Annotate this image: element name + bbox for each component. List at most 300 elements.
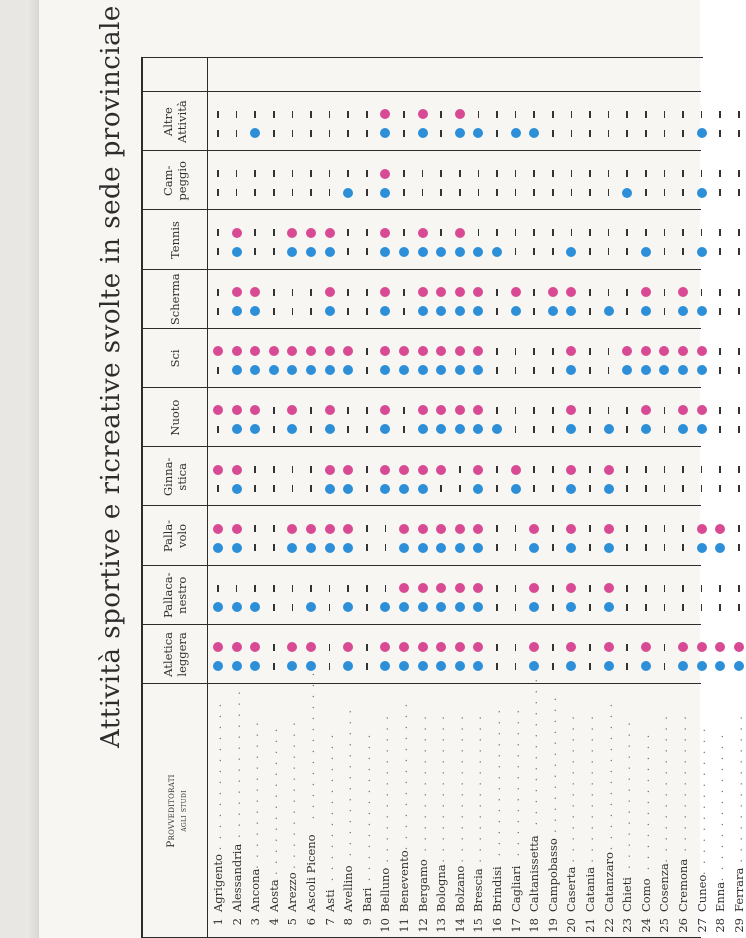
blue-dot-marker bbox=[604, 602, 614, 612]
dash-marker bbox=[664, 604, 666, 611]
dash-marker bbox=[533, 229, 535, 236]
dash-marker bbox=[366, 525, 368, 532]
dash-marker bbox=[515, 348, 517, 355]
column-divider bbox=[141, 150, 701, 151]
dash-marker bbox=[496, 229, 498, 236]
dash-marker bbox=[329, 644, 331, 651]
dash-marker bbox=[645, 466, 647, 473]
dash-marker bbox=[366, 170, 368, 177]
dot-leader: . . . . . . . . . . . . . . bbox=[657, 714, 671, 863]
dash-marker bbox=[664, 525, 666, 532]
dash-marker bbox=[589, 663, 591, 670]
dash-marker bbox=[552, 189, 554, 196]
dash-marker bbox=[701, 585, 703, 592]
dash-marker bbox=[701, 229, 703, 236]
dash-marker bbox=[701, 485, 703, 492]
dash-marker bbox=[254, 248, 256, 255]
dot-leader: . . . . . . . . . . . . . . bbox=[676, 714, 689, 863]
blue-dot-marker bbox=[418, 247, 428, 257]
dash-marker bbox=[738, 170, 740, 177]
pink-dot-marker bbox=[232, 524, 242, 534]
pink-dot-marker bbox=[604, 583, 614, 593]
dash-marker bbox=[310, 289, 312, 296]
dash-marker bbox=[273, 426, 275, 433]
dash-marker bbox=[738, 111, 740, 118]
dash-marker bbox=[217, 248, 219, 255]
dash-marker bbox=[664, 229, 666, 236]
blue-dot-marker bbox=[232, 484, 242, 494]
dash-marker bbox=[273, 308, 275, 315]
dash-marker bbox=[440, 485, 442, 492]
dash-marker bbox=[459, 485, 461, 492]
blue-dot-marker bbox=[715, 543, 725, 553]
dash-marker bbox=[664, 585, 666, 592]
dash-marker bbox=[366, 663, 368, 670]
pink-dot-marker bbox=[232, 228, 242, 238]
dash-marker bbox=[552, 111, 554, 118]
dash-marker bbox=[254, 544, 256, 551]
province-name: Bologna bbox=[434, 864, 449, 912]
stub-header-line2: agli studi bbox=[179, 790, 189, 832]
blue-dot-marker bbox=[697, 188, 707, 198]
province-name: Catania bbox=[583, 866, 597, 912]
dash-marker bbox=[552, 426, 554, 433]
dash-marker bbox=[701, 466, 703, 473]
row-number: 27 bbox=[694, 918, 709, 933]
column-header: Sci bbox=[168, 349, 182, 368]
province-name: Cosenza bbox=[657, 863, 672, 912]
province-name: Cremona bbox=[676, 858, 690, 912]
dash-marker bbox=[310, 308, 312, 315]
dash-marker bbox=[589, 111, 591, 118]
row-number: 20 bbox=[564, 918, 579, 933]
province-name: Asti bbox=[322, 889, 337, 912]
dash-marker bbox=[682, 466, 684, 473]
stub-header-line1: Provveditorati bbox=[165, 774, 177, 848]
dash-marker bbox=[701, 289, 703, 296]
dash-marker bbox=[719, 485, 721, 492]
dash-marker bbox=[515, 426, 517, 433]
dot-leader: . . . . . . . . . . . . . . bbox=[564, 714, 578, 863]
dash-marker bbox=[422, 170, 424, 177]
dash-marker bbox=[422, 189, 424, 196]
blue-dot-marker bbox=[641, 661, 651, 671]
dash-marker bbox=[217, 170, 219, 177]
blue-dot-marker bbox=[436, 543, 446, 553]
dash-marker bbox=[552, 229, 554, 236]
blue-dot-marker bbox=[697, 365, 707, 375]
row-number: 23 bbox=[620, 918, 635, 933]
dash-marker bbox=[608, 407, 610, 414]
pink-dot-marker bbox=[213, 524, 223, 534]
blue-dot-marker bbox=[455, 247, 465, 257]
dash-marker bbox=[515, 407, 517, 414]
dash-marker bbox=[552, 585, 554, 592]
dash-marker bbox=[738, 604, 740, 611]
dot-leader: . . . . . . . . . . . . . . bbox=[527, 676, 541, 826]
row-number: 2 bbox=[229, 918, 244, 926]
dash-marker bbox=[719, 604, 721, 611]
province-name: Ancona bbox=[248, 868, 263, 912]
dot-leader: . . . . . . . . . . . . . . bbox=[229, 689, 243, 838]
dash-marker bbox=[254, 189, 256, 196]
dash-marker bbox=[310, 485, 312, 492]
dot-leader: . . . . . . . . . . . . . . bbox=[694, 726, 708, 875]
dash-marker bbox=[626, 644, 628, 651]
province-name: Caltanissetta bbox=[527, 835, 542, 912]
pink-dot-marker bbox=[232, 287, 242, 297]
dash-marker bbox=[682, 170, 684, 177]
dash-marker bbox=[738, 348, 740, 355]
pink-dot-marker bbox=[343, 465, 353, 475]
dash-marker bbox=[533, 367, 535, 374]
dash-marker bbox=[515, 525, 517, 532]
blue-dot-marker bbox=[548, 306, 558, 316]
blue-dot-marker bbox=[678, 306, 688, 316]
pink-dot-marker bbox=[715, 642, 725, 652]
dash-marker bbox=[645, 229, 647, 236]
dash-marker bbox=[552, 644, 554, 651]
dash-marker bbox=[496, 485, 498, 492]
dash-marker bbox=[347, 170, 349, 177]
dash-marker bbox=[589, 426, 591, 433]
blue-dot-marker bbox=[455, 602, 465, 612]
row-number: 7 bbox=[322, 918, 337, 926]
dash-marker bbox=[719, 248, 721, 255]
dash-marker bbox=[515, 189, 517, 196]
dash-marker bbox=[589, 466, 591, 473]
dash-marker bbox=[738, 229, 740, 236]
dash-marker bbox=[310, 466, 312, 473]
province-name: Alessandria bbox=[229, 843, 244, 912]
province-name: Cagliari bbox=[508, 865, 523, 912]
blue-dot-marker bbox=[325, 484, 335, 494]
column-divider bbox=[141, 505, 701, 506]
dash-marker bbox=[664, 170, 666, 177]
dash-marker bbox=[515, 604, 517, 611]
province-name: Ascoli Piceno bbox=[304, 834, 318, 912]
dot-leader: . . . . . . . . . . . . . . bbox=[731, 714, 745, 863]
pink-dot-marker bbox=[418, 287, 428, 297]
dash-marker bbox=[292, 130, 294, 137]
blue-dot-marker bbox=[436, 247, 446, 257]
dash-marker bbox=[310, 426, 312, 433]
pink-dot-marker bbox=[418, 642, 428, 652]
dash-marker bbox=[366, 308, 368, 315]
dash-marker bbox=[254, 485, 256, 492]
province-name: Agrigento bbox=[211, 854, 225, 912]
dash-marker bbox=[292, 189, 294, 196]
row-number: 8 bbox=[341, 918, 356, 926]
dash-marker bbox=[645, 604, 647, 611]
dash-marker bbox=[273, 585, 275, 592]
pink-dot-marker bbox=[604, 524, 614, 534]
dash-marker bbox=[236, 170, 238, 177]
blue-dot-marker bbox=[269, 365, 279, 375]
dash-marker bbox=[719, 426, 721, 433]
row-number: 9 bbox=[359, 918, 374, 926]
dot-leader: . . . . . . . . . . . . . . bbox=[322, 732, 336, 882]
pink-dot-marker bbox=[715, 524, 725, 534]
dot-leader: . . . . . . . . . . . . . . bbox=[341, 707, 355, 857]
dash-marker bbox=[347, 289, 349, 296]
dash-marker bbox=[496, 644, 498, 651]
dash-marker bbox=[515, 644, 517, 651]
dash-marker bbox=[589, 644, 591, 651]
dot-leader: . . . . . . . . . . . . . . bbox=[620, 720, 634, 869]
dash-marker bbox=[273, 289, 275, 296]
dash-marker bbox=[738, 367, 740, 374]
dash-marker bbox=[664, 544, 666, 551]
pink-dot-marker bbox=[325, 465, 335, 475]
dash-marker bbox=[571, 170, 573, 177]
dash-marker bbox=[366, 544, 368, 551]
dash-marker bbox=[292, 485, 294, 492]
row-number: 25 bbox=[657, 918, 672, 933]
dash-marker bbox=[310, 189, 312, 196]
blue-dot-marker bbox=[697, 247, 707, 257]
row-number: 13 bbox=[434, 918, 449, 933]
dash-marker bbox=[496, 130, 498, 137]
dash-marker bbox=[719, 466, 721, 473]
dash-marker bbox=[682, 229, 684, 236]
dash-marker bbox=[719, 289, 721, 296]
row-number: 19 bbox=[545, 918, 560, 933]
dash-marker bbox=[366, 248, 368, 255]
column-divider bbox=[141, 269, 701, 270]
dash-marker bbox=[738, 466, 740, 473]
dash-marker bbox=[626, 426, 628, 433]
dash-marker bbox=[440, 111, 442, 118]
dash-marker bbox=[719, 367, 721, 374]
dash-marker bbox=[440, 189, 442, 196]
blue-dot-marker bbox=[641, 247, 651, 257]
dot-leader: . . . . . . . . . . . . . . bbox=[713, 732, 727, 882]
dash-marker bbox=[645, 130, 647, 137]
dash-marker bbox=[719, 308, 721, 315]
dash-marker bbox=[552, 525, 554, 532]
dash-marker bbox=[626, 407, 628, 414]
dash-marker bbox=[533, 426, 535, 433]
dash-marker bbox=[515, 585, 517, 592]
dash-marker bbox=[440, 229, 442, 236]
dash-marker bbox=[366, 585, 368, 592]
column-header: Altre Attività bbox=[161, 100, 189, 143]
blue-dot-marker bbox=[455, 365, 465, 375]
dash-marker bbox=[552, 604, 554, 611]
dash-marker bbox=[738, 525, 740, 532]
header-bottom-rule bbox=[207, 58, 208, 938]
dash-marker bbox=[738, 308, 740, 315]
dash-marker bbox=[292, 289, 294, 296]
pink-dot-marker bbox=[604, 465, 614, 475]
dash-marker bbox=[273, 170, 275, 177]
dash-marker bbox=[292, 466, 294, 473]
column-header: Ginna- stica bbox=[161, 457, 189, 497]
dot-leader: . . . . . . . . . . . . . . bbox=[304, 670, 317, 820]
dash-marker bbox=[496, 604, 498, 611]
dash-marker bbox=[645, 485, 647, 492]
blue-dot-marker bbox=[418, 543, 428, 553]
pink-dot-marker bbox=[418, 228, 428, 238]
row-number: 3 bbox=[248, 918, 263, 926]
dash-marker bbox=[589, 348, 591, 355]
dash-marker bbox=[589, 248, 591, 255]
dash-marker bbox=[645, 170, 647, 177]
dash-marker bbox=[552, 248, 554, 255]
province-name: Campobasso bbox=[545, 838, 560, 912]
dash-marker bbox=[533, 248, 535, 255]
dash-marker bbox=[571, 189, 573, 196]
dash-marker bbox=[589, 170, 591, 177]
blue-dot-marker bbox=[232, 365, 242, 375]
dash-marker bbox=[329, 130, 331, 137]
dash-marker bbox=[701, 604, 703, 611]
dash-marker bbox=[347, 426, 349, 433]
row-number: 18 bbox=[527, 918, 542, 933]
dash-marker bbox=[608, 111, 610, 118]
blue-dot-marker bbox=[455, 661, 465, 671]
province-name: Bari bbox=[359, 887, 374, 912]
dash-marker bbox=[645, 111, 647, 118]
pink-dot-marker bbox=[399, 524, 409, 534]
dash-marker bbox=[682, 130, 684, 137]
dash-marker bbox=[273, 644, 275, 651]
blue-dot-marker bbox=[604, 543, 614, 553]
dash-marker bbox=[533, 348, 535, 355]
dash-marker bbox=[515, 170, 517, 177]
blue-dot-marker bbox=[455, 306, 465, 316]
pink-dot-marker bbox=[418, 583, 428, 593]
dash-marker bbox=[626, 485, 628, 492]
dash-marker bbox=[496, 170, 498, 177]
dash-marker bbox=[496, 308, 498, 315]
dash-marker bbox=[385, 525, 387, 532]
blue-dot-marker bbox=[418, 365, 428, 375]
dash-marker bbox=[310, 585, 312, 592]
dash-marker bbox=[515, 544, 517, 551]
dot-leader: . . . . . . . . . . . . . . bbox=[266, 726, 280, 875]
dash-marker bbox=[217, 289, 219, 296]
dash-marker bbox=[478, 111, 480, 118]
dash-marker bbox=[571, 229, 573, 236]
row-number: 4 bbox=[266, 918, 281, 926]
pink-dot-marker bbox=[325, 524, 335, 534]
dash-marker bbox=[682, 544, 684, 551]
row-number: 5 bbox=[285, 918, 300, 926]
dash-marker bbox=[217, 189, 219, 196]
dash-marker bbox=[403, 229, 405, 236]
dash-marker bbox=[403, 170, 405, 177]
dash-marker bbox=[682, 189, 684, 196]
dash-marker bbox=[738, 544, 740, 551]
column-divider bbox=[141, 624, 701, 625]
dash-marker bbox=[664, 663, 666, 670]
blue-dot-marker bbox=[418, 306, 428, 316]
dash-marker bbox=[217, 585, 219, 592]
dash-marker bbox=[664, 248, 666, 255]
dash-marker bbox=[533, 170, 535, 177]
dash-marker bbox=[347, 585, 349, 592]
blue-dot-marker bbox=[604, 484, 614, 494]
dash-marker bbox=[608, 348, 610, 355]
dash-marker bbox=[366, 348, 368, 355]
dash-marker bbox=[664, 644, 666, 651]
blue-dot-marker bbox=[232, 661, 242, 671]
column-divider bbox=[141, 209, 701, 210]
row-number: 22 bbox=[601, 918, 616, 933]
column-header: Pallaca- nestro bbox=[161, 572, 189, 618]
blue-dot-marker bbox=[641, 365, 651, 375]
dash-marker bbox=[719, 111, 721, 118]
dash-marker bbox=[738, 189, 740, 196]
dash-marker bbox=[645, 544, 647, 551]
dash-marker bbox=[236, 189, 238, 196]
dash-marker bbox=[496, 544, 498, 551]
dash-marker bbox=[366, 644, 368, 651]
dash-marker bbox=[217, 229, 219, 236]
blue-dot-marker bbox=[325, 543, 335, 553]
blue-dot-marker bbox=[213, 602, 223, 612]
dash-marker bbox=[329, 170, 331, 177]
blue-dot-marker bbox=[622, 188, 632, 198]
dash-marker bbox=[478, 170, 480, 177]
dot-leader: . . . . . . . . . . . . . . bbox=[471, 714, 485, 863]
dash-marker bbox=[366, 466, 368, 473]
dash-marker bbox=[589, 308, 591, 315]
pink-dot-marker bbox=[306, 228, 316, 238]
dash-marker bbox=[366, 289, 368, 296]
province-name: Catanzaro bbox=[601, 852, 616, 912]
dash-marker bbox=[403, 308, 405, 315]
dash-marker bbox=[608, 189, 610, 196]
dash-marker bbox=[217, 308, 219, 315]
dash-marker bbox=[626, 604, 628, 611]
blue-dot-marker bbox=[697, 661, 707, 671]
dash-marker bbox=[496, 663, 498, 670]
dash-marker bbox=[719, 585, 721, 592]
dash-marker bbox=[738, 585, 740, 592]
blue-dot-marker bbox=[734, 661, 744, 671]
pink-dot-marker bbox=[455, 524, 465, 534]
pink-dot-marker bbox=[232, 346, 242, 356]
pink-dot-marker bbox=[697, 346, 707, 356]
pink-dot-marker bbox=[418, 524, 428, 534]
dot-leader: . . . . . . . . . . . . . . bbox=[434, 714, 448, 863]
pink-dot-marker bbox=[325, 346, 335, 356]
dash-marker bbox=[682, 585, 684, 592]
column-divider bbox=[141, 328, 701, 329]
blue-dot-marker bbox=[399, 602, 409, 612]
dot-leader: . . . . . . . . . . . . . . bbox=[211, 701, 224, 851]
dash-marker bbox=[682, 604, 684, 611]
blue-dot-marker bbox=[399, 247, 409, 257]
dash-marker bbox=[254, 111, 256, 118]
dash-marker bbox=[719, 348, 721, 355]
pink-dot-marker bbox=[306, 524, 316, 534]
blue-dot-marker bbox=[418, 602, 428, 612]
row-number: 24 bbox=[638, 918, 653, 933]
dash-marker bbox=[608, 229, 610, 236]
dash-marker bbox=[719, 170, 721, 177]
dash-marker bbox=[682, 485, 684, 492]
column-header: Scherma bbox=[168, 273, 182, 326]
blue-dot-marker bbox=[604, 306, 614, 316]
dot-leader: . . . . . . . . . . . . . . bbox=[248, 720, 262, 869]
dash-marker bbox=[626, 544, 628, 551]
dash-marker bbox=[385, 585, 387, 592]
dash-marker bbox=[552, 663, 554, 670]
